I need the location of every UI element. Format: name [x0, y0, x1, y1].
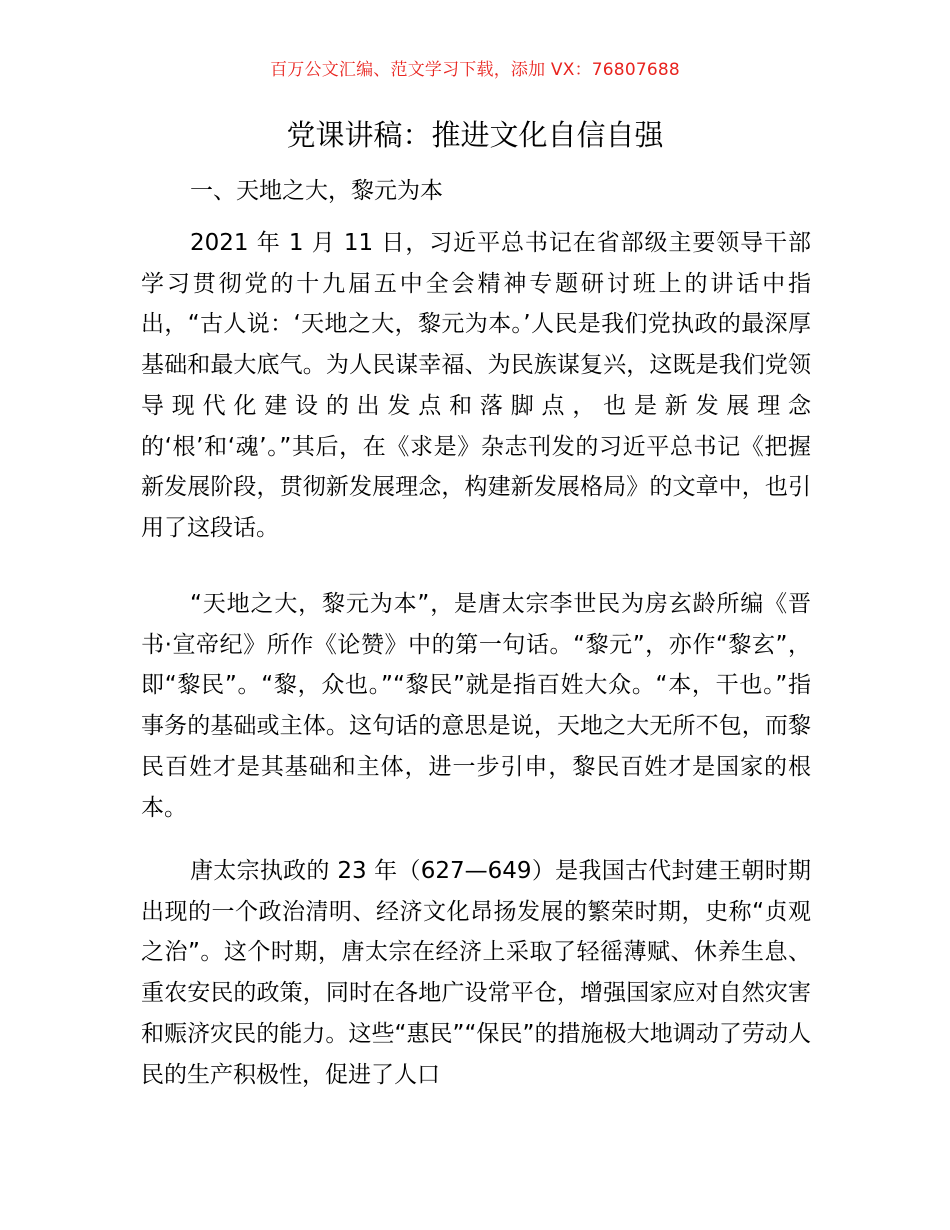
header-watermark-note: 百万公文汇编、范文学习下载，添加 VX：76807688 [270, 60, 680, 80]
paragraph-2: “天地之大，黎元为本”，是唐太宗李世民为房玄龄所编《晋书·宣帝纪》所作《论赞》中的第一句话。“黎元”，亦作“黎玄”，即“黎民”。“黎，众也。”“黎民”就是指百姓大众。“本，干也。”指事务的基础或主体。这句话的意思是说，天地之大无所不包，而黎民百姓才是其基础和主体，进一步引申，黎民百姓才是国家的根本。 [141, 591, 811, 821]
paragraph-3: 唐太宗执政的 23 年（627—649）是我国古代封建王朝时期出现的一个政治清明、经济文化昂扬发展的繁荣时期，史称“贞观之治”。这个时期，唐太宗在经济上采取了轻徭薄赋、休养生息、重农安民的政策，同时在各地广设常平仓，增强国家应对自然灾害和赈济灾民的能力。这些“惠民”“保民”的措施极大地调动了劳动人民的生产积极性，促进了人口 [141, 858, 811, 1088]
paragraph-1: 2021 年 1 月 11 日，习近平总书记在省部级主要领导干部学习贯彻党的十九届五中全会精神专题研讨班上的讲话中指出，“古人说：‘天地之大，黎元为本。’人民是我们党执政的最深厚基础和最大底气。为人民谋幸福、为民族谋复兴，这既是我们党领导现代化建设的出发点和落脚点，也是新发展理念的‘根’和‘魂’。”其后，在《求是》杂志刊发的习近平总书记《把握新发展阶段，贯彻新发展理念，构建新发展格局》的文章中，也引用了这段话。 [141, 230, 811, 541]
page-title: 党课讲稿：推进文化自信自强 [286, 118, 664, 152]
section-heading: 一、天地之大，黎元为本 [190, 178, 443, 204]
